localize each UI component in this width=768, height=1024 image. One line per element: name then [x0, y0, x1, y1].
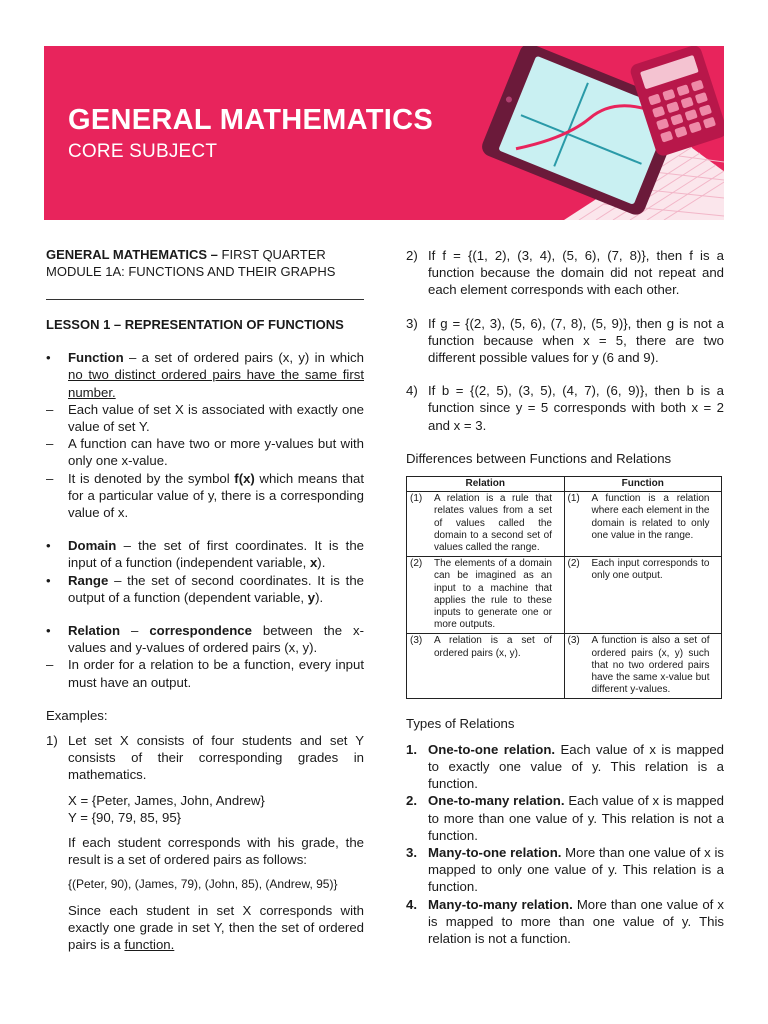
column-header-relation: Relation — [407, 477, 565, 492]
header-banner — [44, 46, 724, 220]
function-cell — [564, 634, 722, 699]
conclusion-text: Since each student in set X corresponds with exactly one grade in set Y, then the set of ordered pairs is a — [68, 902, 364, 953]
underlined-text: no two distinct ordered pairs have the same first number. — [68, 367, 364, 400]
module-title: MODULE 1A: FUNCTIONS AND THEIR GRAPHS — [46, 264, 336, 279]
table-row — [407, 634, 722, 699]
banner-title: GENERAL MATHEMATICS — [68, 104, 433, 136]
example-text: If f = {(1, 2), (3, 4), (5, 6), (7, 8)}, then f is a function because the domain did not repeat and each element corresponds with each other. — [428, 248, 724, 298]
dash: – — [46, 436, 54, 452]
example-conclusion — [46, 902, 364, 954]
variable: x — [309, 555, 318, 571]
term-correspondence: correspondence — [149, 623, 252, 639]
banner-subtitle: CORE SUBJECT — [68, 141, 218, 162]
type-text: Each value of x is mapped to exactly one value of y. This relation is a function. — [428, 741, 725, 792]
punct: ). — [317, 555, 326, 571]
differences-heading: Differences between Functions and Relations — [406, 450, 672, 466]
cell-text: A relation is a set of ordered pairs (x, y). — [434, 635, 552, 659]
underlined-text: function. — [124, 937, 175, 953]
example-number: 4) — [406, 383, 418, 399]
definition-text: – the set of first coordinates. It is the input of a function (independent variable, — [68, 538, 364, 571]
note-text: Each value of set X is associated with exactly one value of set Y. — [68, 401, 364, 435]
term-relation: Relation — [68, 623, 121, 639]
type-term: One-to-many relation. — [428, 793, 565, 809]
term-domain: Domain — [68, 538, 117, 554]
dash: – — [46, 470, 54, 486]
type-term: Many-to-many relation. — [428, 896, 573, 912]
right-column — [406, 247, 724, 947]
list-number: 3. — [406, 844, 417, 860]
course-header — [46, 246, 364, 263]
example-number: 1) — [46, 733, 58, 749]
row-number: (1) — [567, 493, 580, 505]
example-4 — [406, 382, 724, 434]
cell-text: The elements of a domain can be imagined as an input to a machine that applies the rule to these inputs to generate one or more outputs. — [434, 558, 552, 631]
term-function: Function — [68, 350, 124, 366]
course-name: GENERAL MATHEMATICS – — [46, 247, 218, 262]
example-2 — [406, 247, 724, 299]
dash: – — [120, 623, 150, 639]
note-text: which means that for a particular value of y, there is a corresponding value of x. — [68, 470, 364, 521]
table-row — [407, 557, 722, 634]
table-header-row — [407, 477, 722, 492]
term-range: Range — [68, 572, 109, 588]
punct: ). — [315, 589, 324, 605]
types-heading: Types of Relations — [406, 716, 515, 732]
function-note — [46, 401, 364, 435]
bullet: • — [46, 538, 51, 554]
lesson-title: LESSON 1 – REPRESENTATION OF FUNCTIONS — [46, 317, 344, 332]
list-number: 1. — [406, 741, 417, 757]
bullet: • — [46, 572, 51, 588]
set-y: Y = {90, 79, 85, 95} — [68, 809, 182, 825]
domain-definition — [46, 537, 364, 571]
dash: – — [46, 401, 54, 417]
note-text: In order for a relation to be a function, every input must have an output. — [68, 657, 364, 690]
differences-table — [406, 476, 722, 699]
row-number: (3) — [567, 635, 580, 647]
row-number: (3) — [410, 635, 423, 647]
pairs-intro: If each student corresponds with his grade, the result is a set of ordered pairs as follows: — [68, 835, 364, 868]
function-note — [46, 435, 364, 469]
list-number: 4. — [406, 896, 417, 912]
relation-note — [46, 656, 364, 690]
relation-cell — [407, 634, 565, 699]
quarter-label: FIRST QUARTER — [217, 247, 326, 262]
example-text: If b = {(2, 5), (3, 5), (4, 7), (6, 9)}, then b is a function since y = 5 corresponds with both x = 2 and x = 3. — [428, 383, 724, 433]
example-1 — [46, 732, 364, 784]
type-text: More than one value of x is mapped to only one value of y. This relation is a function. — [428, 844, 725, 895]
function-cell — [564, 492, 722, 557]
column-header-function: Function — [564, 477, 722, 492]
bullet: • — [46, 623, 51, 639]
example-number: 3) — [406, 315, 418, 331]
row-number: (2) — [567, 558, 580, 570]
function-note — [46, 470, 364, 522]
type-many-to-one — [406, 844, 724, 896]
list-number: 2. — [406, 793, 417, 809]
example-text: Let set X consists of four students and set Y consists of their corresponding grades in mathematics. — [68, 733, 364, 783]
table-row — [407, 492, 722, 557]
function-definition — [46, 349, 364, 401]
divider — [46, 299, 364, 300]
type-text: Each value of x is mapped to more than one value of y. This relation is not a function. — [428, 793, 724, 843]
cell-text: A function is a relation where each element in the domain is related to only one value in the range. — [591, 493, 710, 541]
definition-text: – a set of ordered pairs (x, y) in which — [123, 350, 364, 366]
type-one-to-many — [406, 792, 724, 844]
dash: – — [46, 657, 54, 673]
cell-text: A relation is a rule that relates values from a set of values called the domain to a second set of values called the range. — [434, 493, 552, 554]
bullet: • — [46, 350, 51, 366]
type-term: One-to-one relation. — [428, 741, 556, 757]
set-x: X = {Peter, James, John, Andrew} — [68, 792, 265, 808]
definition-text: between the x-values and y-values of ordered pairs (x, y). — [68, 623, 364, 656]
range-definition — [46, 572, 364, 606]
function-symbol: f(x) — [234, 470, 255, 486]
function-cell — [564, 557, 722, 634]
definition-text: – the set of second coordinates. It is the output of a function (dependent variable, — [68, 572, 364, 605]
relation-cell — [407, 557, 565, 634]
examples-heading: Examples: — [46, 707, 108, 723]
row-number: (2) — [410, 558, 423, 570]
example-3 — [406, 315, 724, 367]
note-text: It is denoted by the symbol — [68, 470, 235, 486]
cell-text: Each input corresponds to only one output. — [591, 558, 710, 582]
row-number: (1) — [410, 493, 423, 505]
relation-cell — [407, 492, 565, 557]
example-number: 2) — [406, 248, 418, 263]
example-text: If g = {(2, 3), (5, 6), (7, 8), (5, 9)}, then g is not a function because when x = 5, there are two different possible values for y (6 and 9). — [428, 315, 724, 366]
variable: y — [307, 589, 316, 605]
type-text: More than one value of x is mapped to more than one value of y. This relation is not a function. — [428, 896, 724, 946]
relation-definition — [46, 622, 364, 656]
ordered-pairs: {(Peter, 90), (James, 79), (John, 85), (Andrew, 95)} — [68, 877, 338, 892]
cell-text: A function is also a set of ordered pairs (x, y) such that no two ordered pairs have the same x-value but different y-values. — [591, 635, 710, 696]
note-text: A function can have two or more y-values but with only one x-value. — [68, 436, 364, 469]
type-many-to-many — [406, 896, 724, 948]
type-term: Many-to-one relation. — [428, 844, 562, 860]
type-one-to-one — [406, 741, 724, 793]
left-column — [46, 246, 364, 953]
